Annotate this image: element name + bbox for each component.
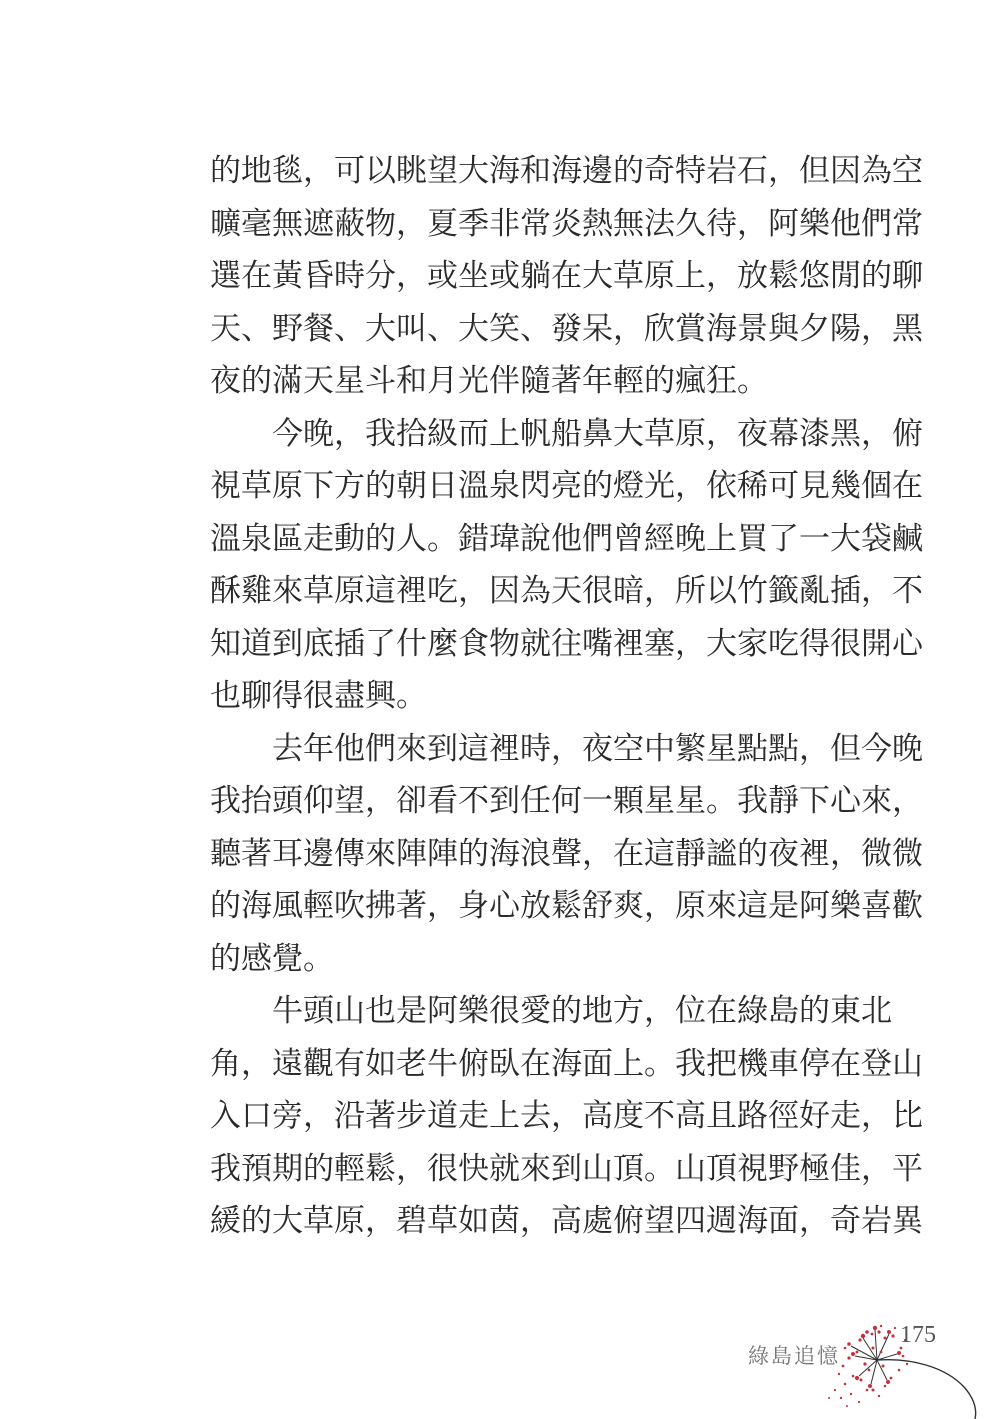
text-line: 知道到底插了什麼食物就往嘴裡塞，大家吃得很開心 — [210, 625, 923, 662]
text-line: 我預期的輕鬆，很快就來到山頂。山頂視野極佳，平 — [210, 1150, 923, 1187]
text-line: 曠毫無遮蔽物，夏季非常炎熱無法久待，阿樂他們常 — [210, 205, 923, 242]
text-line: 聽著耳邊傳來陣陣的海浪聲，在這靜謐的夜裡，微微 — [210, 835, 923, 872]
text-line: 的地毯，可以眺望大海和海邊的奇特岩石，但因為空 — [210, 153, 923, 189]
book-title: 綠島追憶 — [748, 1344, 840, 1368]
text-line: 去年他們來到這裡時，夜空中繁星點點，但今晚 — [272, 730, 923, 767]
text-line: 我抬頭仰望，卻看不到任何一顆星星。我靜下心來， — [210, 783, 923, 819]
text-line: 的海風輕吹拂著，身心放鬆舒爽，原來這是阿樂喜歡 — [210, 888, 923, 924]
body-text — [210, 145, 923, 1248]
text-line: 緩的大草原，碧草如茵，高處俯望四週海面，奇岩異 — [210, 1203, 923, 1239]
text-line: 選在黃昏時分，或坐或躺在大草原上，放鬆悠閒的聊 — [210, 258, 923, 294]
text-line: 也聊得很盡興。 — [210, 678, 427, 714]
text-line: 牛頭山也是阿樂很愛的地方，位在綠島的東北 — [272, 993, 892, 1029]
text-line: 入口旁，沿著步道走上去，高度不高且路徑好走，比 — [210, 1098, 923, 1134]
text-line: 的感覺。 — [210, 940, 334, 977]
page-number: 175 — [900, 1322, 936, 1348]
text-line: 角，遠觀有如老牛俯臥在海面上。我把機車停在登山 — [210, 1045, 923, 1082]
text-line: 視草原下方的朝日溫泉閃亮的燈光，依稀可見幾個在 — [210, 468, 923, 504]
text-line: 天、野餐、大叫、大笑、發呆，欣賞海景與夕陽，黑 — [210, 310, 923, 347]
text-line: 溫泉區走動的人。錯瑋說他們曾經晚上買了一大袋鹹 — [210, 520, 923, 557]
text-line: 酥雞來草原這裡吃，因為天很暗，所以竹籤亂插，不 — [210, 573, 923, 609]
text-line: 夜的滿天星斗和月光伴隨著年輕的瘋狂。 — [210, 363, 768, 399]
text-line: 今晚，我拾級而上帆船鼻大草原，夜幕漆黑，俯 — [272, 415, 923, 452]
